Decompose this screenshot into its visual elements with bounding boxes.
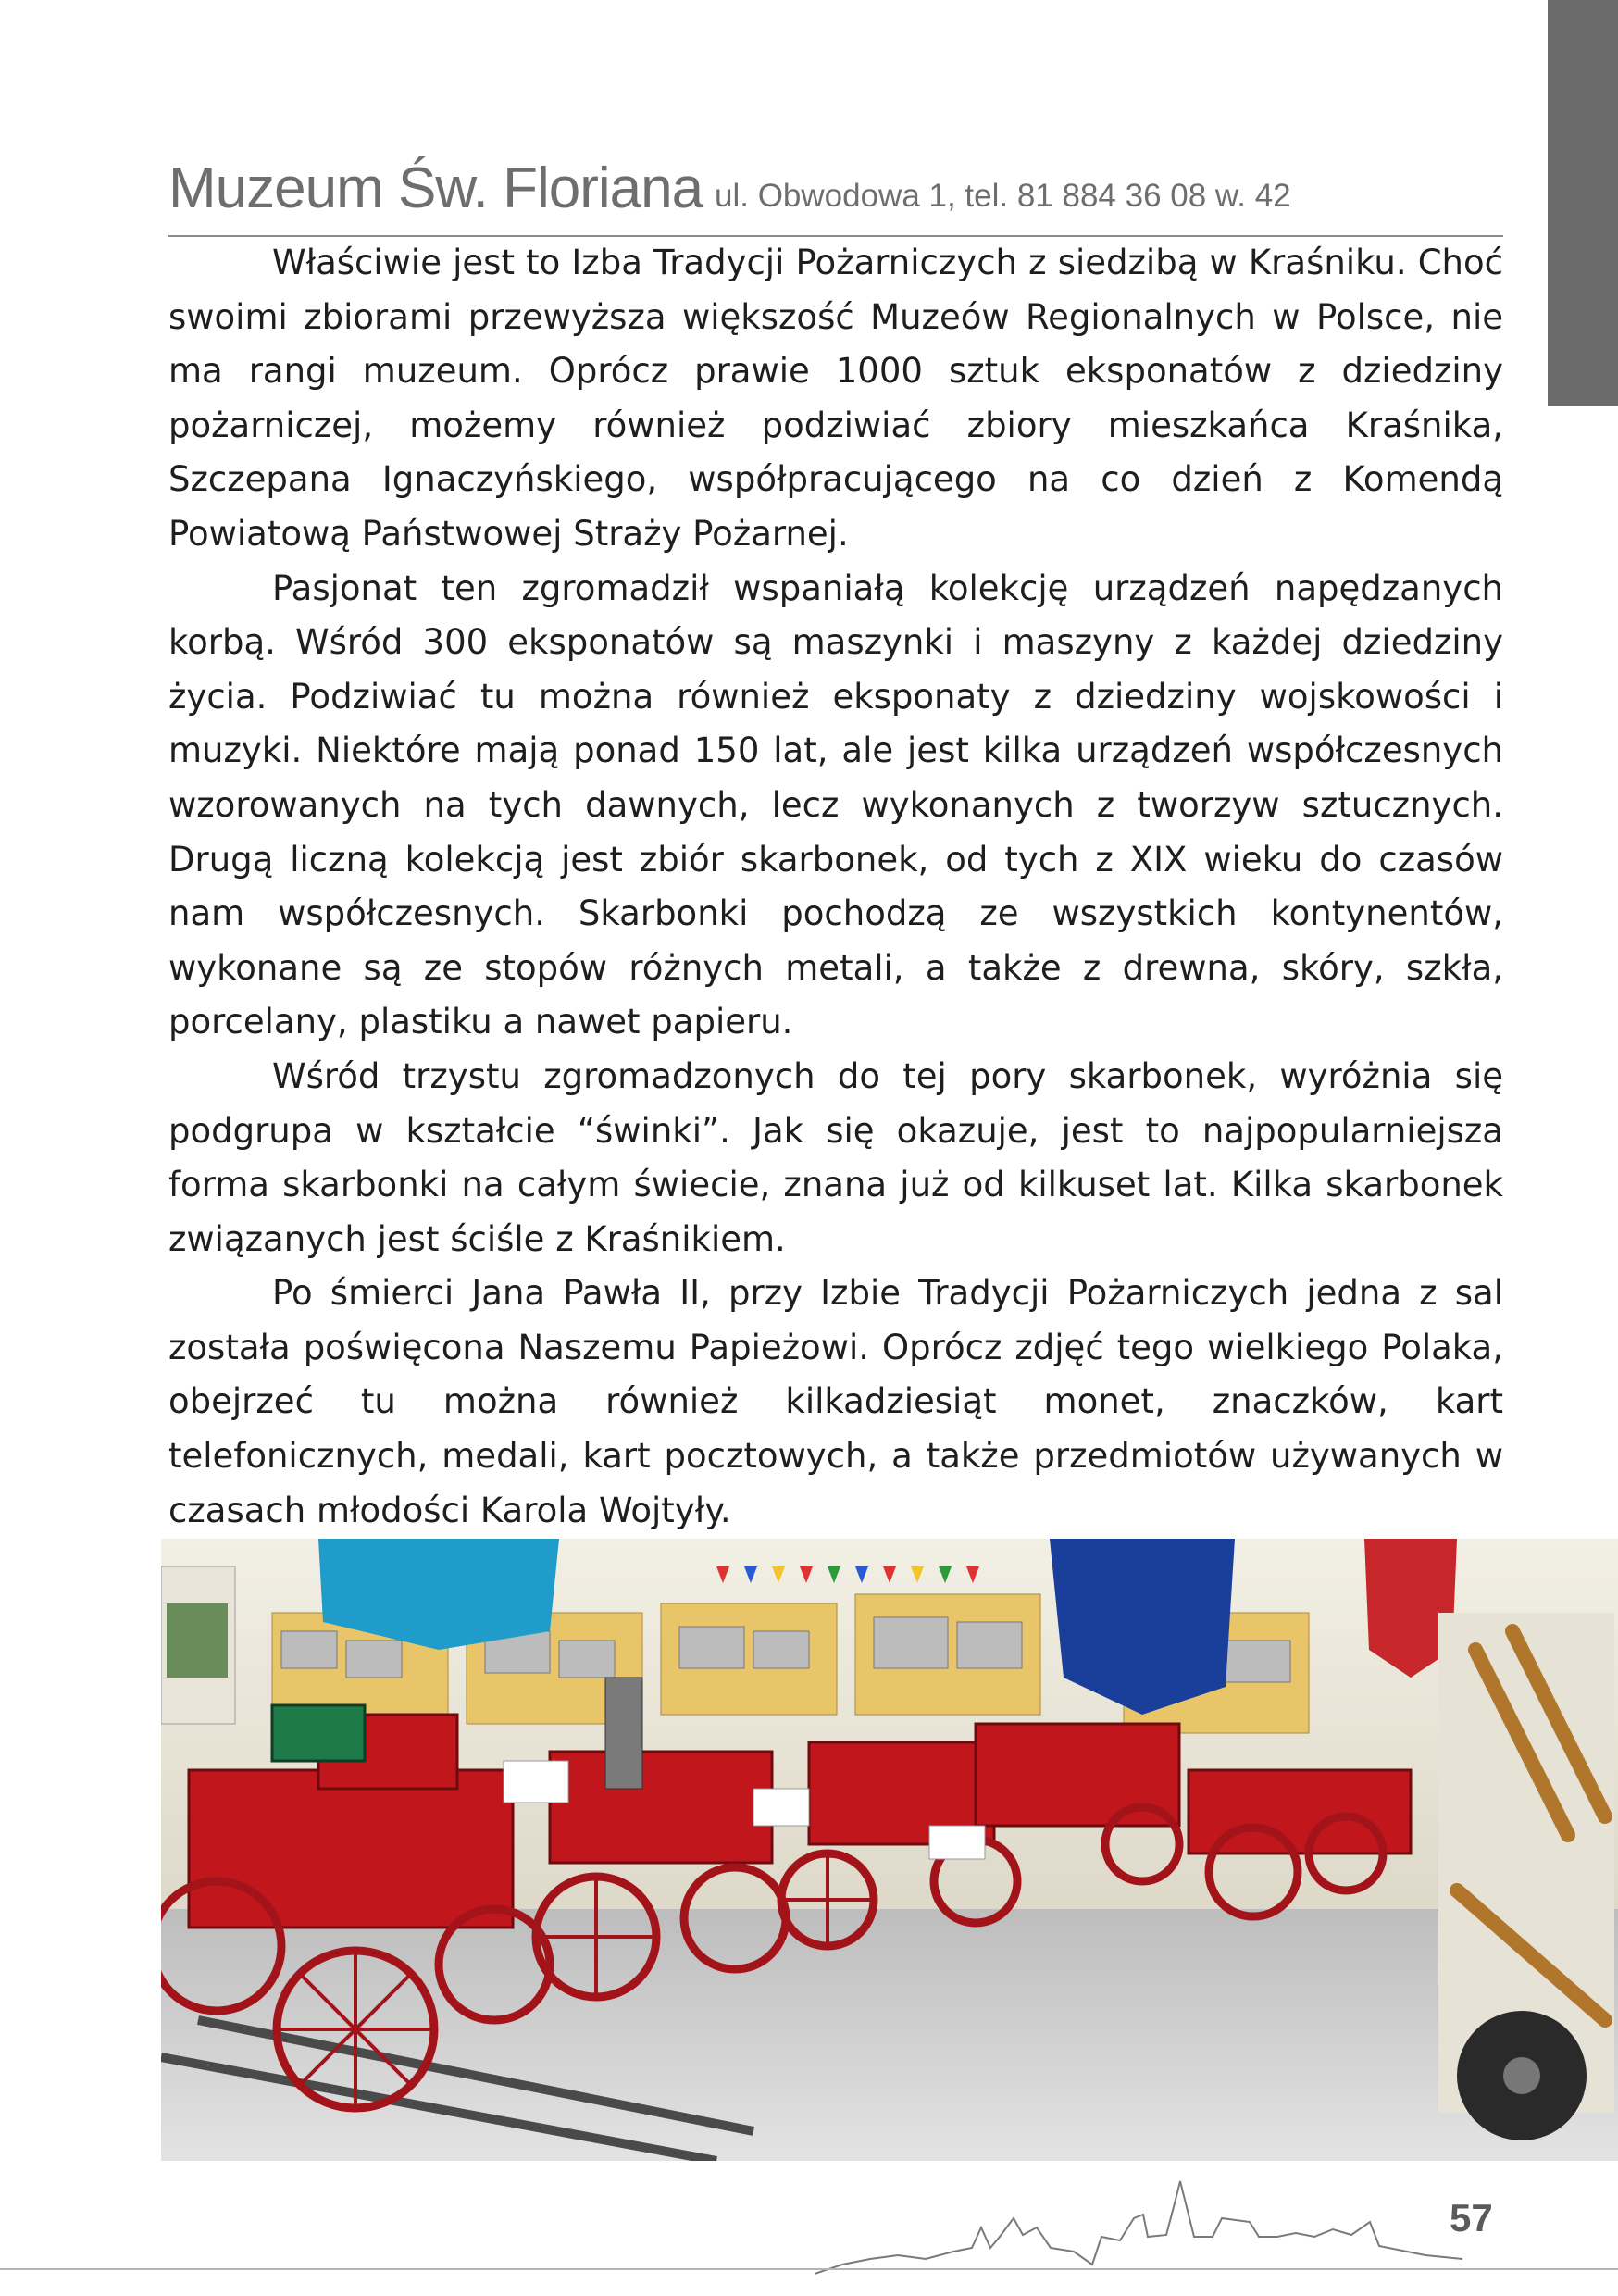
paragraph: Właściwie jest to Izba Tradycji Pożarniczych z siedzibą w Kraśniku. Choć swoimi zbiorami przewyższa większość Muzeów Regionalnych w Polsce, nie ma rangi muzeum. Oprócz prawie 1000 sztuk eksponatów z dziedziny pożarniczej, możemy również podziwiać zbiory mieszkańca Kraśnika, Szczepana Ignaczyńskiego, współpracującego na co dzień z Komendą Powiatową Państwowej Straży Pożarnej. xyxy=(168,243,1503,554)
chapter-side-tab xyxy=(1548,0,1618,406)
bottom-divider xyxy=(0,2268,1618,2270)
paragraph: Pasjonat ten zgromadził wspaniałą kolekcję urządzeń napędzanych korbą. Wśród 300 eksponatów są maszynki i maszyny z każdej dziedziny życia. Podziwiać tu można również eksponaty z dziedziny wojskowości i muzyki. Niektóre mają ponad 150 lat, ale jest kilka urządzeń współczesnych wzorowanych na tych dawnych, lecz wykonanych z tworzyw sztucznych. Drugą liczną kolekcją jest zbiór skarbonek, od tych z XIX wieku do czasów nam współczesnych. Skarbonki pochodzą ze wszystkich kontynentów, wykonane są ze stopów różnych metali, a także z drewna, skóry, szkła, porcelany, plastiku a nawet papieru. xyxy=(168,568,1503,1042)
page-header xyxy=(168,156,1503,237)
museum-address: ul. Obwodowa 1, tel. 81 884 36 08 w. 42 xyxy=(715,178,1291,214)
paragraph: Wśród trzystu zgromadzonych do tej pory skarbonek, wyróżnia się podgrupa w kształcie “świnki”. Jak się okazuje, jest to najpopularniejsza forma skarbonki na całym świecie, znana już od kilkuset lat. Kilka skarbonek związanych jest ściśle z Kraśnikiem. xyxy=(168,1055,1503,1259)
article-body xyxy=(168,236,1503,1538)
town-skyline-decoration xyxy=(815,2163,1462,2277)
paragraph: Po śmierci Jana Pawła II, przy Izbie Tradycji Pożarniczych jedna z sal została poświęcona Naszemu Papieżowi. Oprócz zdjęć tego wielkiego Polaka, obejrzeć tu można również kilkadziesiąt monet, znaczków, kart telefonicznych, medali, kart pocztowych, a także przedmiotów używanych w czasach młodości Karola Wojtyły. xyxy=(168,1273,1503,1530)
page-title: Muzeum Św. Floriana xyxy=(168,156,703,220)
page-number: 57 xyxy=(1450,2196,1493,2240)
museum-photo xyxy=(161,1539,1618,2161)
